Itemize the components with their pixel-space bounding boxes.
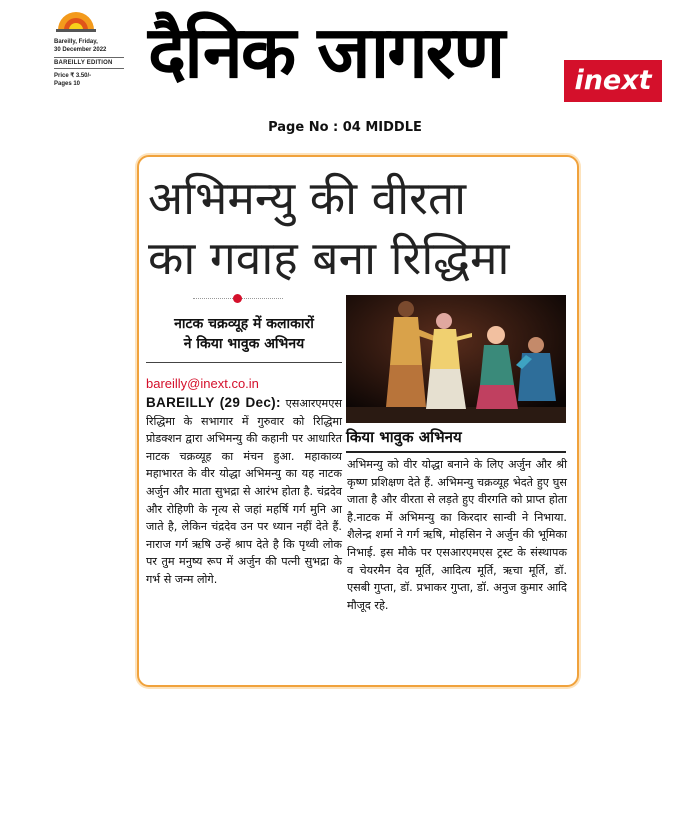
article-body-right: अभिमन्यु को वीर योद्धा बनाने के लिए अर्जुन और श्री कृष्ण प्रशिक्षण देते हैं. अभिमन्यु चक्रव्यूह भेदते हुए घुस जाता है और वीरता से लड़ते हुए वीरगति को प्राप्त होता है.नाटक में अभिमन्यु का किरदार सान्वी ने निभाया. शैलेन्द्र शर्मा ने गर्ग ऋषि, मोहसिन ने अर्जुन की भूमिका निभाई. इस मौके पर एसआरएमएस ट्रस्ट के संस्थापक व चेयरमैन देव मूर्ति, आदित्य मूर्ति, ऋचा मूर्ति, डॉ. एसबी गुप्ता, डॉ. प्रभाकर गुप्ता, डॉ. अनुज कुमार आदि मौजूद रहे. <box>347 458 567 612</box>
headline-line-1: अभिमन्यु की वीरता <box>148 171 467 225</box>
dateline: BAREILLY (29 Dec): <box>146 395 281 410</box>
headline <box>148 168 568 288</box>
page-number: Page No : 04 MIDDLE <box>268 120 422 135</box>
photo-caption: किया भावुक अभिनय <box>346 424 566 450</box>
edition-info <box>54 38 124 88</box>
inext-logo: inext <box>564 60 662 102</box>
city-day: Bareilly, Friday, <box>54 39 98 45</box>
caption-underline <box>346 451 566 453</box>
subhead-line-1: नाटक चक्रव्यूह में कलाकारों <box>174 316 314 332</box>
newspaper-title: दैनिक जागरण <box>148 10 504 94</box>
subheadline <box>144 314 344 354</box>
headline-line-2: का गवाह बना रिद्धिमा <box>148 231 510 285</box>
issue-date: 30 December 2022 <box>54 47 107 53</box>
edition-label: BAREILLY EDITION <box>54 57 124 69</box>
article-body-left <box>146 394 342 589</box>
body-text-left: एसआरएमएस रिद्धिमा के सभागार में गुरुवार को रिद्धिमा प्रोडक्शन द्वारा अभिमन्यु की कहानी पर आधारित नाटक चक्रव्यूह का मंचन हुआ. महाकाव्य महाभारत के वीर योद्धा अभिमन्यु का यह नाटक अर्जुन और माता सुभद्रा से आरंभ होता है. चंद्रदेव और रोहिणी के नृत्य से जहां महर्षि गर्ग मुनि आ जाते है, लेकिन चंद्रदेव उन पर ध्यान नहीं देते हैं. नाराज गर्ग ऋषि उन्हें श्राप देते है कि पृथ्वी लोक पर तुम मनुष्य रूप में अर्जुन की पत्नी सुभद्रा के गर्भ से जन्म लोगे. <box>146 397 342 586</box>
subhead-rule <box>146 362 342 363</box>
divider-dot <box>233 294 242 303</box>
stage-performance-photo <box>346 295 566 423</box>
page-count: Pages 10 <box>54 81 81 87</box>
rising-sun-icon <box>54 4 98 32</box>
reporter-email[interactable]: bareilly@inext.co.in <box>146 376 259 391</box>
price: Price ₹ 3.50/- <box>54 73 92 79</box>
subhead-line-2: ने किया भावुक अभिनय <box>183 336 305 352</box>
